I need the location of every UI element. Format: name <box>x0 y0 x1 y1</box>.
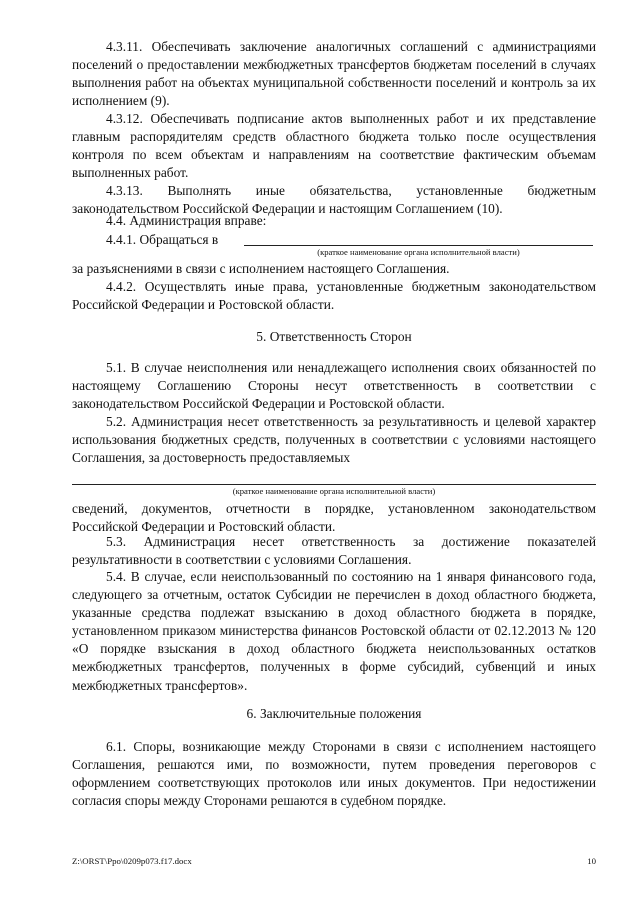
paragraph-5-4: 5.4. В случае, если неиспользованный по состоянию на 1 января финансового года, следующего за отчетным, остаток Субсидии не перечислен в доход областного бюджета, указанные средства подлежат взысканию в доход областного бюджета в порядке, установленном приказом министерства финансов Ростовской области от 02.12.2013 № 120 «О порядке взыскания в доход областного бюджета неиспользованных остатков межбюджетных трансфертов, полученных в форме субсидий, субвенций и иных межбюджетных трансфертов». <box>72 569 596 693</box>
section-6-title: 6. Заключительные положения <box>246 706 422 721</box>
paragraph-4-4: 4.4. Администрация вправе: <box>106 213 267 228</box>
paragraph-4-4-1-lead: 4.4.1. Обращаться в <box>106 232 219 247</box>
paragraph-4-4-2: 4.4.2. Осуществлять иные права, установленные бюджетным законодательством Российской Федерации и Ростовской области. <box>72 279 596 313</box>
paragraph-4-3-11: 4.3.11. Обеспечивать заключение аналогичных соглашений с администрациями поселений о предоставлении межбюджетных трансфертов бюджетам поселений в случаях выполнения работ на объектах муниципальной собственности поселений и контроль за их исполнением (9). <box>72 39 596 109</box>
paragraph-4-4-1-tail: за разъяснениями в связи с исполнением настоящего Соглашения. <box>72 261 450 276</box>
caption-authority-2: (краткое наименование органа исполнительной власти) <box>232 486 436 496</box>
paragraph-5-3: 5.3. Администрация несет ответственность за достижение показателей результативности в соответствии с условиями Соглашения. <box>72 534 596 568</box>
footer-file-path: Z:\ORST\Ppo\0209p073.f17.docx <box>72 856 192 866</box>
paragraph-5-1: 5.1. В случае неисполнения или ненадлежащего исполнения своих обязанностей по настоящему Соглашению Стороны несут ответственность в соответствии с законодательством Российской Федерации и Ростовской области. <box>72 360 596 412</box>
paragraph-6-1: 6.1. Споры, возникающие между Сторонами в связи с исполнением настоящего Соглашения, решаются ими, по возможности, путем проведения переговоров с оформлением соответствующих протоколов или иных документов. При недостижении согласия споры между Сторонами решаются в судебном порядке. <box>72 739 596 809</box>
caption-authority-1: (краткое наименование органа исполнительной власти) <box>317 247 520 257</box>
blank-line-authority-2 <box>72 484 596 485</box>
paragraph-5-2: 5.2. Администрация несет ответственность за результативность и целевой характер использования бюджетных средств, полученных в соответствии с условиями настоящего Соглашения, за достоверность предоставляемых <box>72 414 596 466</box>
section-5-title: 5. Ответственность Сторон <box>256 329 412 344</box>
paragraph-4-3-13: 4.3.13. Выполнять иные обязательства, установленные бюджетным законодательством Российской Федерации и настоящим Соглашением (10). <box>72 183 596 217</box>
footer-page-number: 10 <box>587 856 596 866</box>
paragraph-5-2-tail: сведений, документов, отчетности в порядке, установленном законодательством Российской Федерации и Ростовский области. <box>72 501 596 535</box>
paragraph-4-3-12: 4.3.12. Обеспечивать подписание актов выполненных работ и их представление главным распорядителям средств областного бюджета только после осуществления контроля по всем объектам и направлениям на соответствие фактическим объемам выполненных работ. <box>72 111 596 181</box>
blank-line-authority-1 <box>244 245 593 246</box>
